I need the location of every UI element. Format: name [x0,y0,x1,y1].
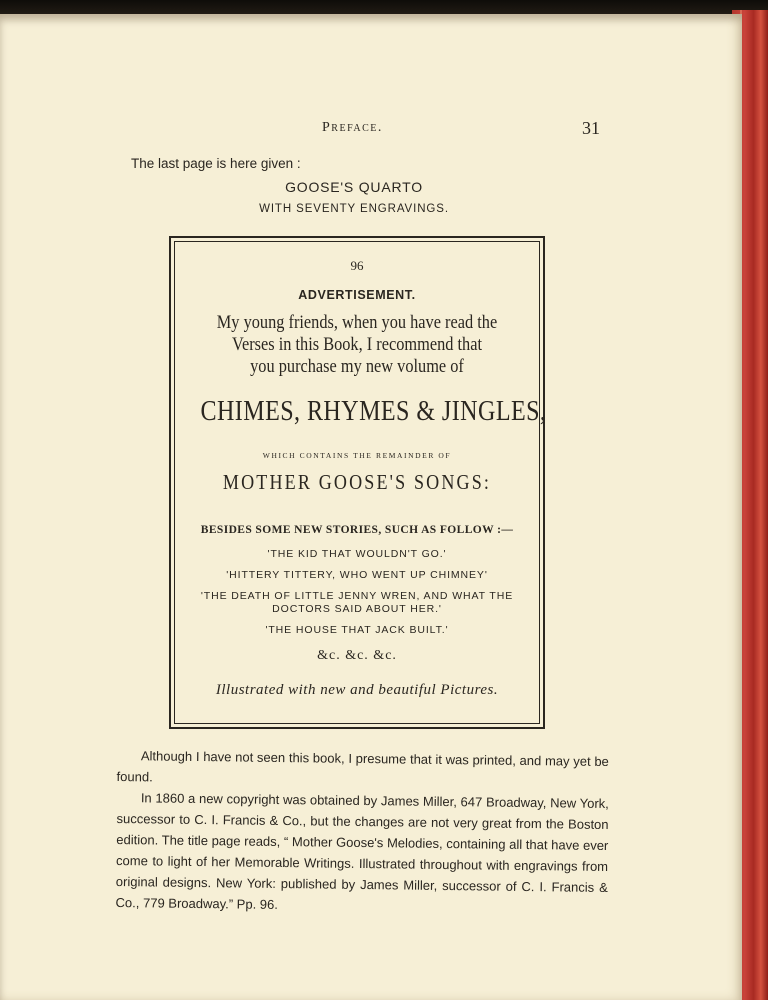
page-number: 31 [582,118,600,138]
body-paragraph: In 1860 a new copyright was obtained by James Miller, 647 Broadway, New York, successor to C. I. Francis & Co., but the changes are not very great from the Boston edition. The title page reads, “ Mother Goose's Melodies, containing all that have ever come to light of her Memorable Writings. Illustrated throughout with engravings from original designs. New York: published by James Miller, successor of C. I. Francis & Co., 779 Broadway.” Pp. 96. [115,790,609,912]
advertisement-box [169,236,545,729]
body-paragraph: Although I have not seen this book, I presume that it was printed, and may yet be found. [116,748,609,785]
ad-body-line: My young friends, when you have read the [216,312,498,333]
ad-which-contains: WHICH CONTAINS THE REMAINDER OF [262,451,452,460]
ad-story-item: 'THE HOUSE THAT JACK BUILT.' [265,624,449,636]
ad-heading: ADVERTISEMENT. [298,288,416,302]
ad-story-item: 'THE KID THAT WOULDN'T GO.' [267,548,447,560]
running-head: Preface. [322,120,383,135]
quarto-title: GOOSE'S QUARTO [285,179,423,195]
ad-etc: &c. &c. &c. [317,648,397,663]
advertisement-inner-border [174,241,547,724]
ad-besides-line: BESIDES SOME NEW STORIES, SUCH AS FOLLOW :— [200,524,514,536]
ad-body-line: Verses in this Book, I recommend that [231,334,483,355]
intro-line: The last page is here given : [131,156,301,171]
ad-story-item-continued: DOCTORS SAID ABOUT HER.' [272,603,442,615]
quarto-subtitle: WITH SEVENTY ENGRAVINGS. [259,203,449,215]
ad-page-number: 96 [350,258,364,273]
ad-songs-title: MOTHER GOOSE'S SONGS: [222,470,492,494]
ad-story-item: 'THE DEATH OF LITTLE JENNY WREN, AND WHAT THE [200,590,514,602]
ad-story-item: 'HITTERY TITTERY, WHO WENT UP CHIMNEY' [226,569,488,581]
ad-main-title: CHIMES, RHYMES & JINGLES, [200,396,547,427]
ad-illustrated-line: Illustrated with new and beautiful Pictures. [215,682,499,698]
ad-body-line: you purchase my new volume of [250,356,464,377]
book-page [0,14,742,1000]
